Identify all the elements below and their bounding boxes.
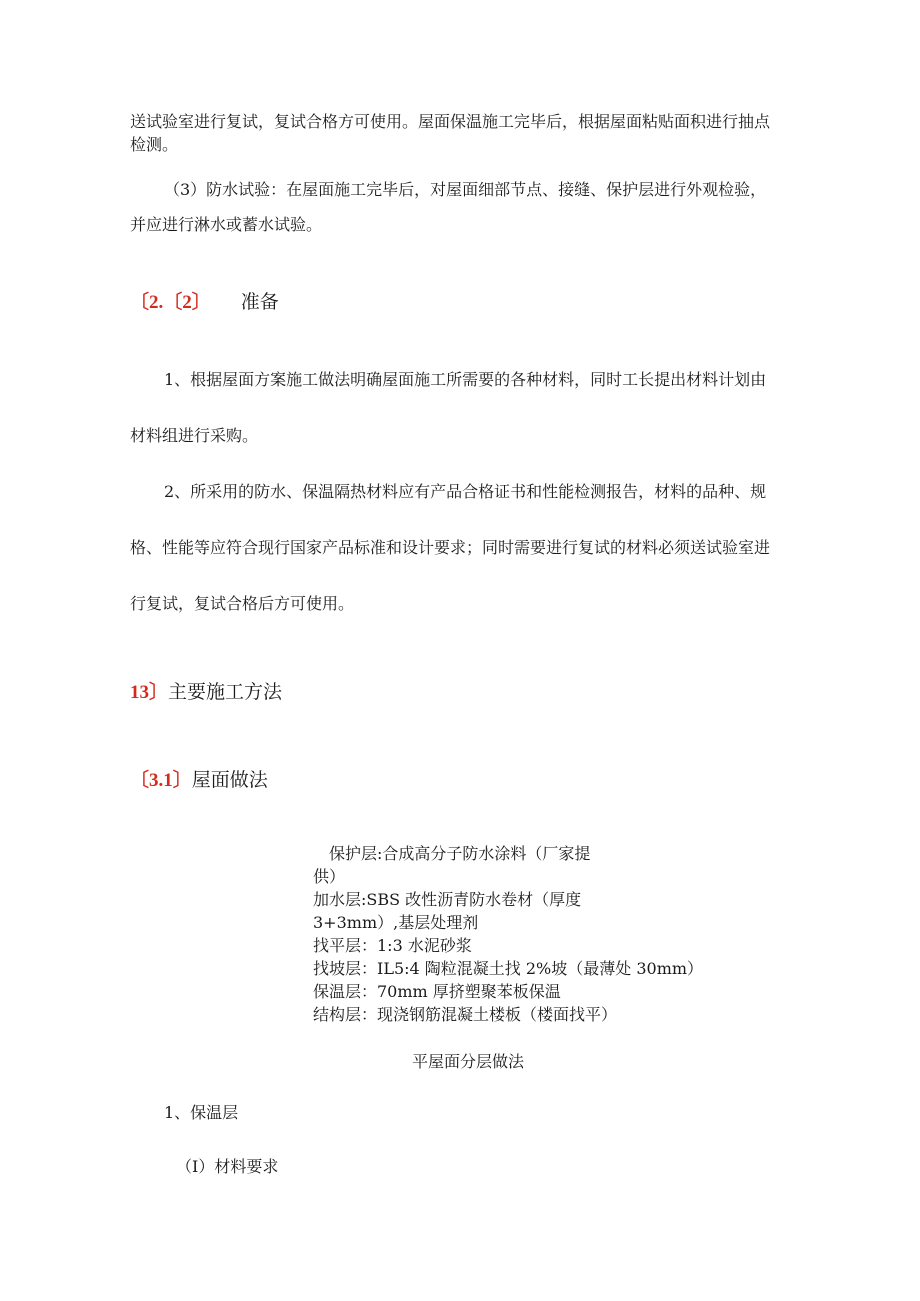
body-text-line: 材料组进行采购。: [130, 426, 259, 445]
body-text-line: 2、所采用的防水、保温隔热材料应有产品合格证书和性能检测报告，材料的品种、规: [164, 482, 767, 501]
body-text-line: 行复试，复试合格后方可使用。: [130, 594, 355, 613]
section-number: 〔3.1〕: [130, 770, 192, 791]
section-title: 准备: [240, 291, 279, 313]
body-text-line: （3）防水试验：在屋面施工完毕后，对屋面细部节点、接缝、保护层进行外观检验，: [164, 180, 767, 199]
layer-line: 加水层:SBS 改性沥青防水卷材（厚度: [313, 890, 582, 909]
body-text-line: 1、根据屋面方案施工做法明确屋面施工所需要的各种材料，同时工长提出材料计划由: [164, 370, 767, 389]
layer-line: 保护层:合成高分子防水涂料（厂家提: [313, 844, 591, 863]
subsection-heading: 1、保温层: [164, 1103, 239, 1122]
section-title: 主要施工方法: [168, 681, 283, 703]
layer-line: 结构层：现浇钢筋混凝土楼板（楼面找平）: [313, 1005, 618, 1024]
body-text-line: 格、性能等应符合现行国家产品标准和设计要求；同时需要进行复试的材料必须送试验室进: [130, 538, 771, 557]
section-heading-prep: [130, 290, 279, 315]
layer-line: 找坡层：IL5:4 陶粒混凝土找 2%坡（最薄处 30mm）: [313, 959, 704, 978]
figure-caption: 平屋面分层做法: [412, 1052, 525, 1071]
section-title: 屋面做法: [191, 769, 268, 791]
layer-line: 找平层：1:3 水泥砂浆: [313, 936, 472, 955]
section-heading-method: [130, 680, 282, 705]
subsection-heading: （I）材料要求: [176, 1157, 279, 1176]
layer-line: 3+3mm）,基层处理剂: [313, 913, 479, 932]
section-heading-roof: [130, 768, 268, 793]
roof-layers-list: [313, 842, 703, 1026]
layer-line: 供）: [313, 867, 346, 886]
body-text-line: 检测。: [130, 135, 179, 154]
section-number: 〔2.〔2〕: [130, 292, 211, 313]
layer-line: 保温层：70mm 厚挤塑聚苯板保温: [313, 982, 561, 1001]
body-text-line: 并应进行淋水或蓄水试验。: [130, 215, 323, 234]
section-number: 13〕: [130, 682, 169, 703]
body-text-line: 送试验室进行复试，复试合格方可使用。屋面保温施工完毕后，根据屋面粘贴面积进行抽点: [130, 112, 771, 131]
